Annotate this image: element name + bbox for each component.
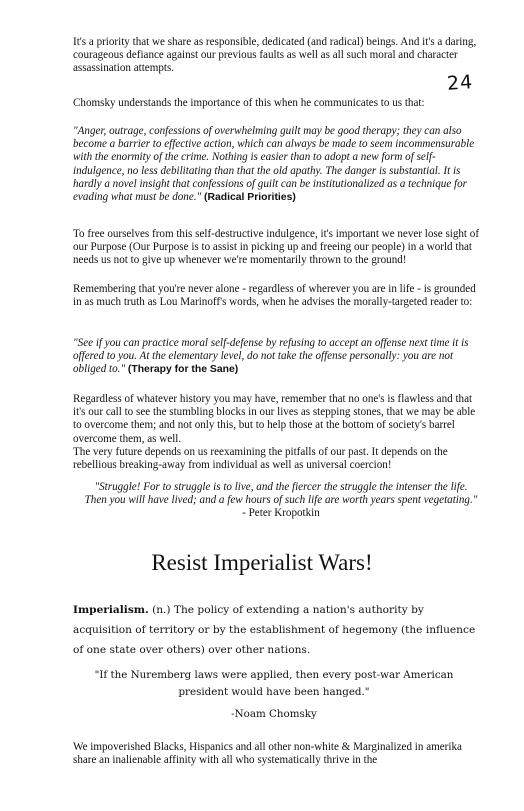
paragraph-text: It's a priority that we share as responsible, dedicated (and radical) beings. And it's a daring, courageous defiance against our previous faults as well as all such moral and character assassination attempts. [73,36,477,75]
paragraph-text: Chomsky understands the importance of this when he communicates to us that: [73,97,425,109]
quote-nuremberg [85,667,463,723]
paragraph-chomsky-intro [73,97,485,110]
quote-radical-priorities [73,125,485,204]
quote-text: "Struggle! For to struggle is to live, and the fiercer the struggle the intenser the life. Then you will have lived; and a few hours of such life are worth years spent vegetating." [84,481,478,507]
quote-attribution: -Noam Chomsky [231,708,317,720]
quote-therapy-for-the-sane [73,337,485,377]
quote-text: "See if you can practice moral self-defense by refusing to accept an offense next time it is offered to you. At the elementary level, do not take the offense personally: you are not obliged to." [73,337,469,376]
paragraph-impoverished [73,741,485,767]
section-heading: Resist Imperialist Wars! [151,550,373,575]
paragraph-text: We impoverished Blacks, Hispanics and all other non-white & Marginalized in amerika share an inalienable affinity with all who systematically thrive in the [73,741,462,767]
definition-body: (n.) The policy of extending a nation's authority by acquisition of territory or by the establishment of hegemony (the influence of one state over others) over other nations. [73,604,476,656]
page-number: 24 [446,71,474,95]
paragraph-marinoff [73,283,485,309]
definition-term: Imperialism. [73,604,149,616]
quote-source: (Radical Priorities) [204,192,296,204]
paragraph-text: Remembering that you're never alone - regardless of wherever you are in life - is grounded in as much truth as Lou Marinoff's words, when he advises the morally-targeted reader to: [73,283,476,309]
quote-text: "If the Nuremberg laws were applied, then every post-war American president would have been hanged." [94,669,454,698]
quote-source: (Therapy for the Sane) [127,364,239,376]
paragraph-priority [73,36,485,76]
paragraph-history [73,393,485,446]
paragraph-text: The very future depends on us reexamining the pitfalls of our past. It depends on the rebellious breaking-away from individual as well as universal coercion! [73,446,448,472]
quote-kropotkin [83,481,479,521]
paragraph-text: Regardless of whatever history you may have, remember that no one's is flawless and that it's our call to see the stumbling blocks in our lives as stepping stones, that we may be able to overcome them; and not only this, but to help those at the bottom of society's barrel overcome them, as well. [73,393,476,445]
paragraph-future [73,446,485,472]
quote-attribution: - Peter Kropotkin [242,507,320,520]
paragraph-text: To free ourselves from this self-destructive indulgence, it's important we never lose sight of our Purpose (Our Purpose is to assist in picking up and freeing our people) in a world that needs us not to give up whenever we're momentarily thrown to the ground! [73,228,480,267]
quote-text: "Anger, outrage, confessions of overwhelming guilt may be good therapy; they can also become a barrier to effective action, which can always be made to seem incommensurable with the enormity of the crime. Nothing is easier than to adopt a new form of self-indulgence, no less debilitating than that the old apathy. The danger is substantial. It is hardly a novel insight that confessions of guilt can be institutionalized as a technique for evading what must be done." [73,125,475,204]
definition-imperialism [73,600,485,660]
paragraph-purpose [73,228,485,268]
